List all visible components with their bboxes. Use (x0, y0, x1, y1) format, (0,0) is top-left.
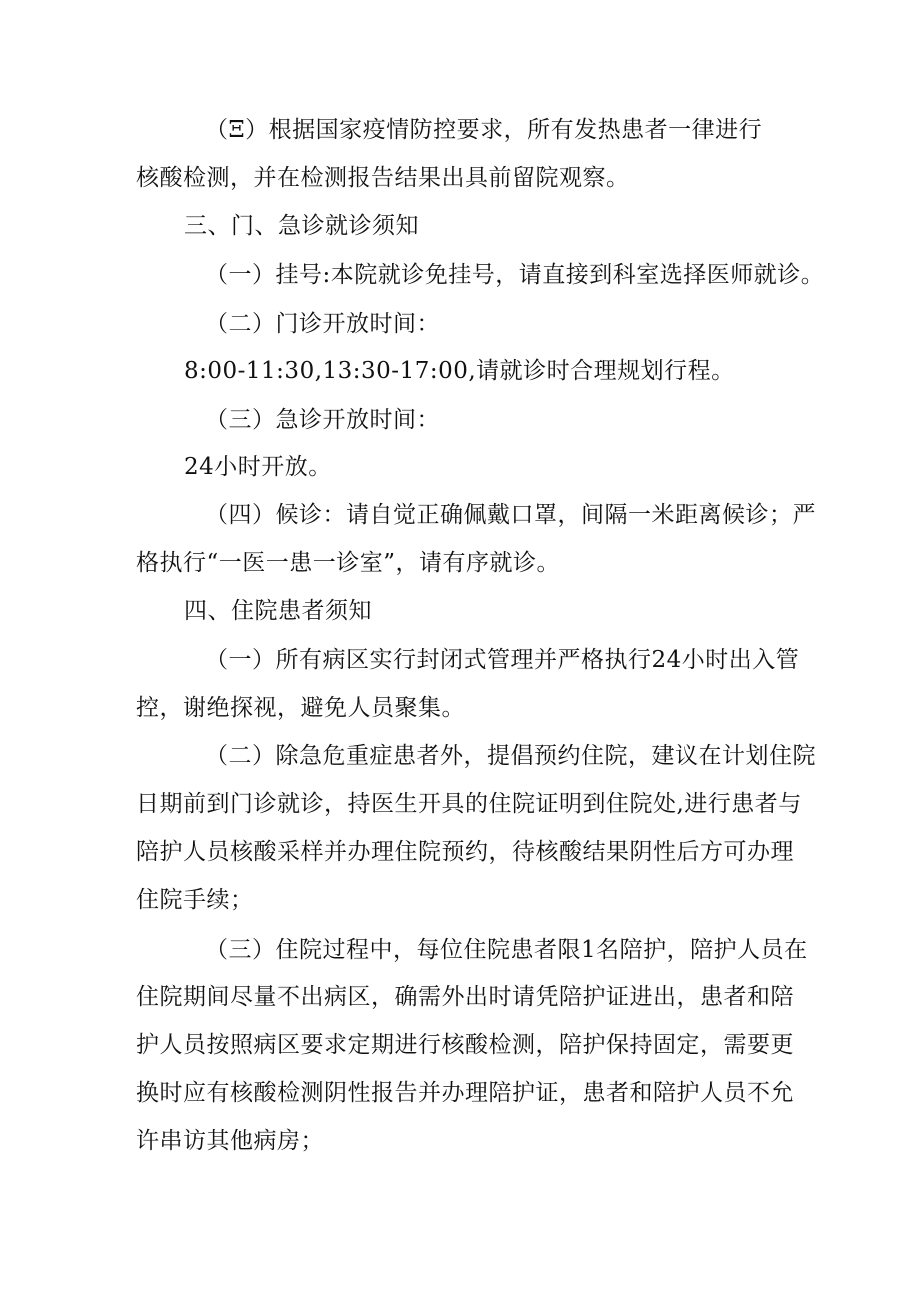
paragraph-line-registration: （一）挂号:本院就诊免挂号，请直接到科室选择医师就诊。 (205, 262, 825, 288)
section-heading-inpatient: 四、住院患者须知 (184, 598, 372, 624)
paragraph-line: 换时应有核酸检测阴性报告并办理陪护证，患者和陪护人员不允 (136, 1080, 794, 1106)
paragraph-line: 住院手续； (136, 887, 254, 913)
paragraph-line-outpatient-hours: （二）门诊开放时间： (205, 311, 440, 337)
paragraph-line-hours-value: 8:00-11:30,13:30-17:00,请就诊时合理规划行程。 (184, 358, 735, 384)
section-heading-outpatient-emergency: 三、门、急诊就诊须知 (184, 213, 419, 239)
paragraph-line: 日期前到门诊就诊，持医生开具的住院证明到住院处,进行患者与 (136, 791, 802, 817)
paragraph-line-emergency-value: 24小时开放。 (184, 454, 332, 480)
paragraph-line: 陪护人员核酸采样并办理住院预约，待核酸结果阴性后方可办理 (136, 839, 794, 865)
paragraph-line: 许串访其他病房； (136, 1128, 324, 1154)
paragraph-line: 住院期间尽量不出病区，确需外出时请凭陪护证进出，患者和陪 (136, 984, 794, 1010)
paragraph-line: 核酸检测，并在检测报告结果出具前留院观察。 (136, 165, 630, 191)
paragraph-line-escort: （三）住院过程中，每位住院患者限1名陪护，陪护人员在 (205, 937, 808, 963)
paragraph-line: 护人员按照病区要求定期进行核酸检测，陪护保持固定，需要更 (136, 1032, 794, 1058)
paragraph-line-fever-testing: （Ξ）根据国家疫情防控要求，所有发热患者一律进行 (205, 117, 763, 143)
paragraph-line: 控，谢绝探视，避免人员聚集。 (136, 695, 465, 721)
paragraph-line-closed-management: （一）所有病区实行封闭式管理并严格执行24小时出入管 (205, 647, 800, 673)
paragraph-line-waiting: （四）候诊：请自觉正确佩戴口罩，间隔一米距离候诊；严 (205, 502, 816, 528)
paragraph-line-appointment: （二）除急危重症患者外，提倡预约住院，建议在计划住院 (205, 743, 816, 769)
paragraph-line: 格执行“一医一患一诊室”，请有序就诊。 (136, 550, 561, 576)
paragraph-line-emergency-hours: （三）急诊开放时间： (205, 407, 440, 433)
